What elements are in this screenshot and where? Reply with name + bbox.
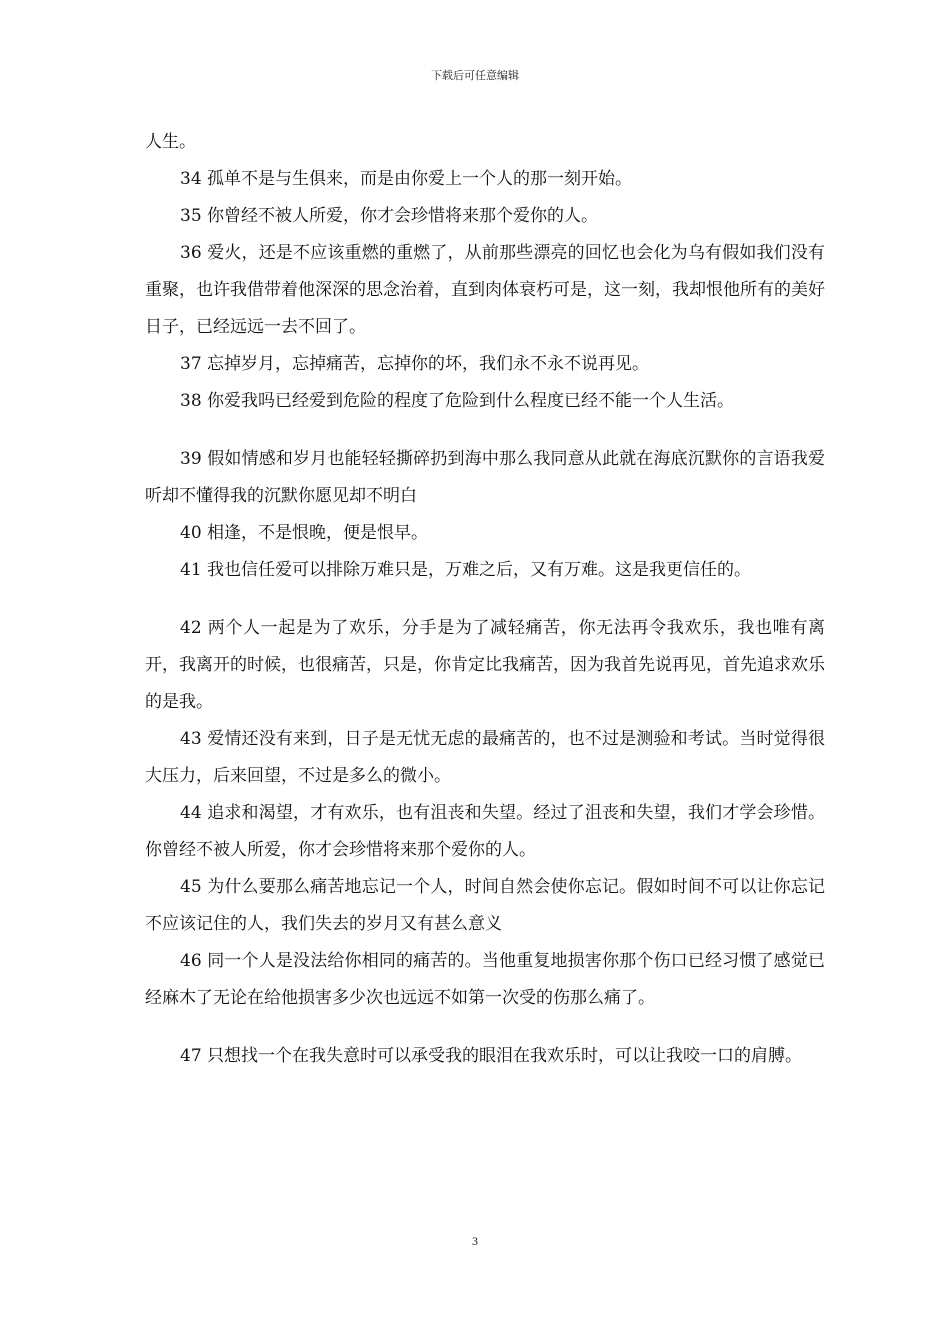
paragraph: 39 假如情感和岁月也能轻轻撕碎扔到海中那么我同意从此就在海底沉默你的言语我爱听却不懂得我的沉默你愿见却不明白 (145, 449, 825, 506)
paragraph-spacer (145, 420, 825, 441)
paragraph: 44 追求和渴望，才有欢乐，也有沮丧和失望。经过了沮丧和失望，我们才学会珍惜。你曾经不被人所爱，你才会珍惜将来那个爱你的人。 (145, 803, 825, 860)
paragraph: 42 两个人一起是为了欢乐，分手是为了减轻痛苦，你无法再令我欢乐，我也唯有离开，我离开的时候，也很痛苦，只是，你肯定比我痛苦，因为我首先说再见，首先追求欢乐的是我。 (145, 618, 825, 712)
page-number: 3 (472, 1234, 478, 1248)
paragraph: 45 为什么要那么痛苦地忘记一个人，时间自然会使你忘记。假如时间不可以让你忘记不应该记住的人，我们失去的岁月又有甚么意义 (145, 877, 825, 934)
page-header: 下载后可任意编辑 (431, 69, 519, 82)
paragraph: 43 爱情还没有来到，日子是无忧无虑的最痛苦的，也不过是测验和考试。当时觉得很大压力，后来回望，不过是多么的微小。 (145, 729, 825, 786)
paragraph: 35 你曾经不被人所爱，你才会珍惜将来那个爱你的人。 (180, 206, 599, 226)
paragraph-spacer (145, 1017, 825, 1038)
paragraph: 46 同一个人是没法给你相同的痛苦的。当他重复地损害你那个伤口已经习惯了感觉已经麻木了无论在给他损害多少次也远远不如第一次受的伤那么痛了。 (145, 951, 825, 1008)
paragraph: 36 爱火，还是不应该重燃的重燃了，从前那些漂亮的回忆也会化为乌有假如我们没有重聚，也许我借带着他深深的思念治着，直到肉体衰朽可是，这一刻，我却恨他所有的美好日子，已经远远一去不回了。 (145, 243, 825, 337)
paragraph: 41 我也信任爱可以排除万难只是，万难之后，又有万难。这是我更信任的。 (180, 560, 752, 580)
paragraph: 34 孤单不是与生俱来，而是由你爱上一个人的那一刻开始。 (180, 169, 633, 189)
paragraph: 38 你爱我吗已经爱到危险的程度了危险到什么程度已经不能一个人生活。 (180, 391, 735, 411)
document-body (145, 124, 825, 1075)
paragraph: 40 相逢，不是恨晚，便是恨早。 (180, 523, 429, 543)
paragraph: 47 只想找一个在我失意时可以承受我的眼泪在我欢乐时，可以让我咬一口的肩膊。 (180, 1046, 803, 1066)
paragraph: 人生。 (145, 132, 196, 152)
paragraph-spacer (145, 589, 825, 610)
paragraph: 37 忘掉岁月，忘掉痛苦，忘掉你的坏，我们永不永不说再见。 (180, 354, 650, 374)
